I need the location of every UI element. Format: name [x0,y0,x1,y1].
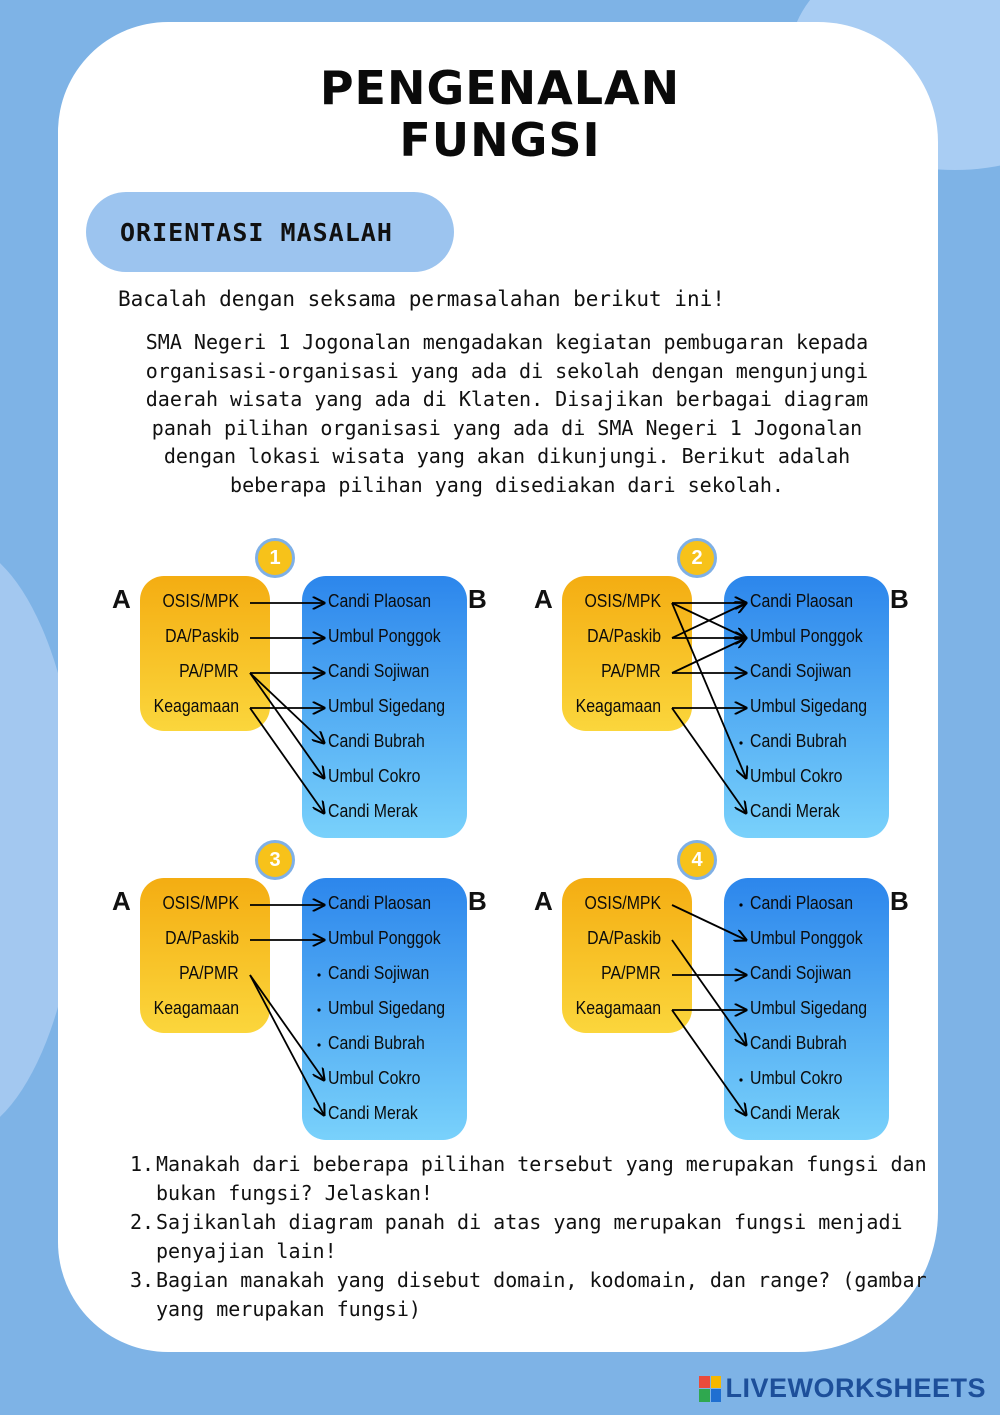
mapping-arrow [672,940,746,1045]
domain-item: OSIS/MPK [162,893,239,913]
unmapped-dot [739,903,742,906]
question-item [130,1208,930,1266]
arrow-diagram-4 [534,840,954,1140]
diagram-arrows [534,840,954,1140]
mapping-arrow [250,673,324,778]
mapping-arrow [672,603,746,778]
domain-item: OSIS/MPK [584,591,661,611]
set-label-b: B [890,886,909,916]
codomain-item: Umbul Cokro [328,766,421,786]
set-label-a: A [112,886,131,916]
codomain-item: Umbul Sigedang [328,696,446,716]
liveworksheets-footer[interactable] [699,1373,986,1404]
domain-item: PA/PMR [179,963,239,983]
mapping-arrow [250,975,324,1080]
domain-item: Keagamaan [575,998,661,1018]
codomain-item: Umbul Sigedang [750,696,868,716]
codomain-item: Candi Sojiwan [328,661,430,681]
diagram-arrows [534,538,954,838]
codomain-item: Umbul Sigedang [750,998,868,1018]
unmapped-dot [317,973,320,976]
codomain-item: Candi Merak [328,801,418,821]
mapping-arrow [250,708,324,813]
logo-square [699,1389,710,1402]
codomain-item: Candi Merak [328,1103,418,1123]
codomain-item: Umbul Cokro [750,766,843,786]
arrow-diagram-1 [112,538,532,838]
codomain-item: Candi Sojiwan [328,963,430,983]
unmapped-dot [739,741,742,744]
set-label-b: B [468,584,487,614]
question-text: Manakah dari beberapa pilihan tersebut yang merupakan fungsi dan bukan fungsi? Jelaskan! [156,1152,927,1205]
codomain-item: Umbul Cokro [328,1068,421,1088]
domain-item: OSIS/MPK [584,893,661,913]
intro-text: Bacalah dengan seksama permasalahan berikut ini! [118,287,725,311]
codomain-item: Candi Plaosan [328,893,432,913]
domain-item: Keagamaan [575,696,661,716]
question-item [130,1266,930,1324]
domain-item: PA/PMR [601,963,661,983]
mapping-arrow [672,1010,746,1115]
domain-item: PA/PMR [601,661,661,681]
unmapped-dot [739,1078,742,1081]
logo-square [711,1389,722,1402]
codomain-item: Umbul Ponggok [750,626,863,646]
question-number: 2. [130,1210,155,1234]
domain-item: OSIS/MPK [162,591,239,611]
codomain-item: Candi Bubrah [328,731,425,751]
codomain-item: Candi Bubrah [750,731,847,751]
set-label-b: B [890,584,909,614]
diagram-arrows [112,840,532,1140]
logo-square [699,1376,710,1389]
arrow-diagram-2 [534,538,954,838]
diagram-number-badge: 2 [677,538,717,578]
codomain-item: Umbul Ponggok [328,626,441,646]
question-item [130,1150,930,1208]
domain-item: Keagamaan [153,696,239,716]
diagram-number-badge: 1 [255,538,295,578]
liveworksheets-logo-icon [699,1376,721,1402]
domain-item: DA/Paskib [165,928,239,948]
mapping-arrow [672,638,746,673]
mapping-arrow [672,708,746,813]
unmapped-dot [317,1043,320,1046]
domain-item: Keagamaan [153,998,239,1018]
question-number: 3. [130,1268,155,1292]
domain-item: DA/Paskib [165,626,239,646]
set-label-a: A [112,584,131,614]
codomain-item: Candi Bubrah [750,1033,847,1053]
codomain-item: Candi Merak [750,1103,840,1123]
mapping-arrow [672,905,746,940]
diagram-arrows [112,538,532,838]
codomain-item: Candi Plaosan [750,591,854,611]
mapping-arrow [250,975,324,1115]
section-label [86,192,454,272]
section-label-text: ORIENTASI MASALAH [120,217,393,247]
codomain-item: Candi Merak [750,801,840,821]
page-title [0,62,1000,166]
domain-item: PA/PMR [179,661,239,681]
domain-item: DA/Paskib [587,626,661,646]
domain-item: DA/Paskib [587,928,661,948]
codomain-item: Candi Bubrah [328,1033,425,1053]
set-label-b: B [468,886,487,916]
problem-paragraph: SMA Negeri 1 Jogonalan mengadakan kegiatan pembugaran kepada organisasi-organisasi yang ada di sekolah dengan mengunjungi daerah wisata yang ada di Klaten. Disajikan berbagai diagram panah pilihan organisasi yang ada di SMA Negeri 1 Jogonalan dengan lokasi wisata yang akan dikunjungi. Berikut adalah beberapa pilihan yang disediakan dari sekolah. [145,330,869,497]
codomain-item: Umbul Ponggok [750,928,863,948]
diagram-number-badge: 4 [677,840,717,880]
title-line-2: FUNGSI [399,113,601,167]
codomain-item: Candi Plaosan [328,591,432,611]
codomain-item: Umbul Ponggok [328,928,441,948]
unmapped-dot [317,1008,320,1011]
codomain-item: Umbul Sigedang [328,998,446,1018]
codomain-item: Candi Sojiwan [750,963,852,983]
question-text: Sajikanlah diagram panah di atas yang merupakan fungsi menjadi penyajian lain! [156,1210,903,1263]
set-label-a: A [534,584,553,614]
footer-brand: LIVEWORKSHEETS [725,1373,986,1403]
codomain-item: Candi Sojiwan [750,661,852,681]
question-list [130,1150,930,1324]
codomain-item: Umbul Cokro [750,1068,843,1088]
question-text: Bagian manakah yang disebut domain, kodomain, dan range? (gambar yang merupakan fungsi) [156,1268,927,1321]
question-number: 1. [130,1152,155,1176]
logo-square [711,1376,722,1389]
codomain-item: Candi Plaosan [750,893,854,913]
set-label-a: A [534,886,553,916]
title-line-1: PENGENALAN [319,61,681,115]
diagram-number-badge: 3 [255,840,295,880]
arrow-diagram-3 [112,840,532,1140]
